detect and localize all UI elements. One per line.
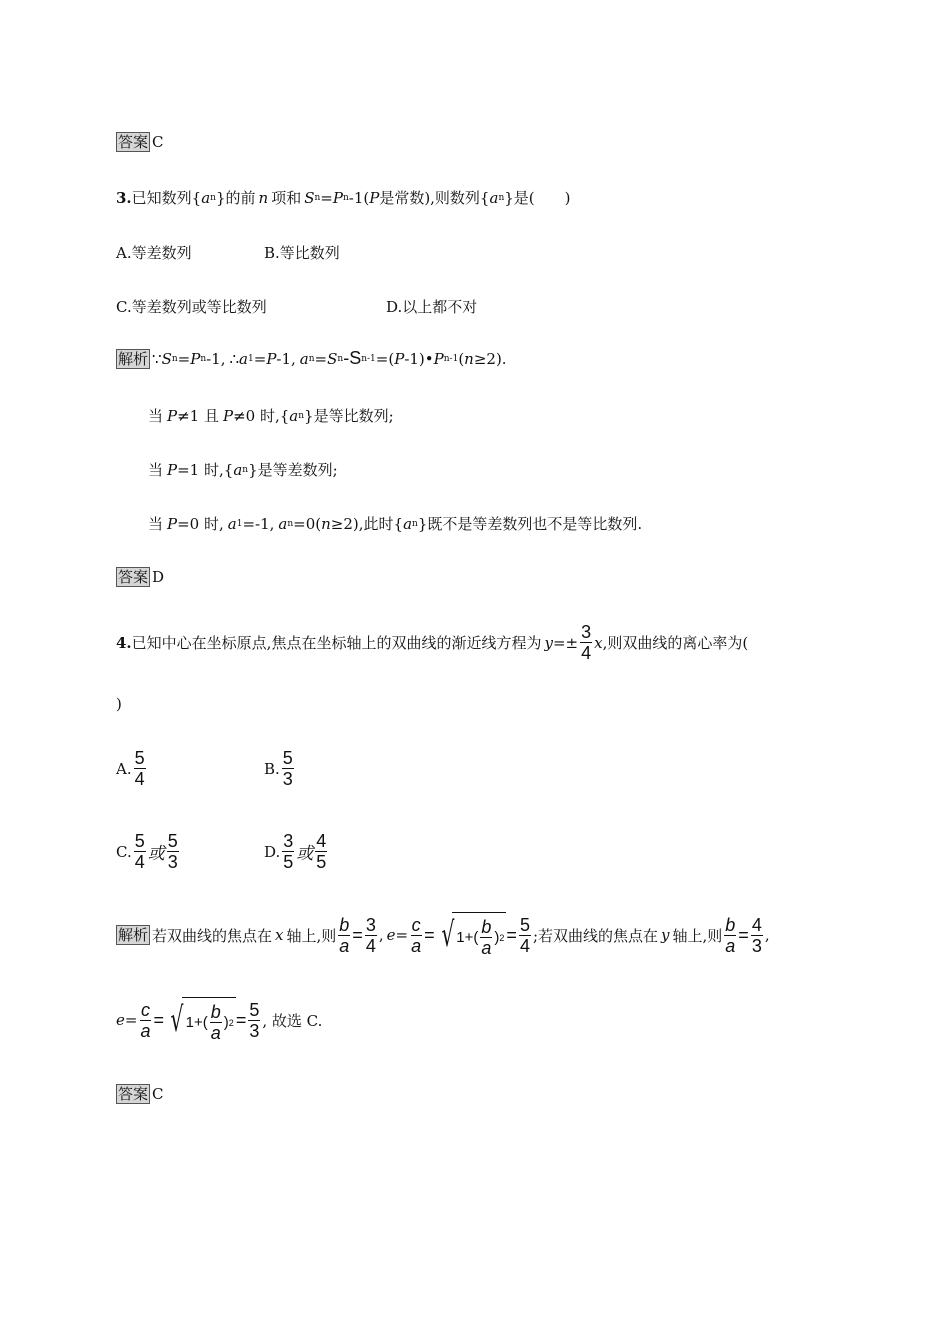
eq: =: [153, 1009, 164, 1030]
denominator: 4: [519, 935, 530, 956]
text: , 故选 C.: [262, 1011, 323, 1030]
because-symbol: ∵: [152, 349, 162, 368]
analysis-label: 解析: [118, 349, 149, 368]
numerator: 4: [316, 831, 327, 851]
eq: =: [177, 349, 191, 368]
var-S: S: [304, 188, 315, 207]
option-row: [116, 831, 329, 872]
var-a: a: [233, 460, 243, 479]
option-d: D.以上都不对: [386, 298, 478, 316]
denominator: a: [339, 935, 350, 956]
denominator: a: [411, 935, 422, 956]
eq: =: [395, 926, 409, 944]
numerator: c: [140, 999, 150, 1020]
numerator: 3: [581, 622, 592, 642]
sub-n: n: [287, 518, 294, 529]
denominator: 4: [134, 852, 145, 872]
var-n: n: [321, 514, 331, 533]
numerator: b: [725, 914, 736, 935]
solution-3-line-3: [148, 459, 338, 480]
numerator: 5: [282, 748, 293, 768]
text: 当: [148, 461, 164, 479]
sub-n: n: [210, 192, 216, 203]
text: =1 时,{: [177, 461, 234, 479]
fraction-4-3: [751, 915, 763, 956]
denominator: 3: [249, 1020, 260, 1041]
var-P: P: [167, 460, 178, 479]
square-root: [437, 912, 507, 958]
fraction-5-3: [167, 831, 179, 872]
sub-n: n: [314, 192, 321, 203]
var-e: e: [116, 1011, 125, 1029]
solution-3-line-4: [148, 513, 642, 534]
q4-text: 已知中心在坐标原点,焦点在坐标轴上的双曲线的渐近线方程为: [131, 634, 542, 652]
eq: =: [352, 924, 363, 945]
text: 轴上,则: [672, 926, 723, 945]
fraction-c-a: [139, 1000, 151, 1041]
denominator: 3: [167, 852, 178, 872]
denominator: a: [140, 1020, 151, 1041]
var-x: x: [275, 926, 284, 944]
answer-row-1: [116, 132, 164, 152]
denominator: 3: [751, 935, 762, 956]
var-a: a: [403, 514, 413, 533]
sup-n: n: [200, 353, 207, 364]
var-y: y: [544, 633, 553, 652]
sup-n: n: [342, 192, 349, 203]
var-a: a: [289, 406, 299, 425]
q3-text: 项和: [271, 189, 302, 207]
var-P: P: [369, 188, 380, 207]
fraction-5-4: [519, 915, 531, 956]
text: 当: [148, 515, 164, 533]
eq: =: [314, 349, 328, 368]
eq: =: [235, 1009, 247, 1030]
var-P: P: [190, 349, 201, 368]
text: =0(: [293, 514, 322, 533]
text: 1+(: [185, 1014, 208, 1031]
sub-n: n: [412, 518, 418, 529]
q3-text: -1(: [348, 188, 370, 207]
answer-value: D: [152, 568, 165, 586]
fraction-b-a: [724, 915, 736, 956]
option-letter: C.: [116, 842, 132, 861]
sub-n: n: [337, 353, 344, 364]
text: ≠0 时,{: [233, 407, 290, 425]
text: ≠1 且: [177, 407, 219, 425]
eq: =: [253, 349, 267, 368]
numerator: 5: [249, 999, 260, 1020]
text: ): [494, 929, 500, 946]
text: }是等差数列;: [248, 461, 338, 479]
denominator: a: [725, 935, 736, 956]
option-row: [116, 748, 296, 789]
answer-label: 答案: [118, 133, 149, 151]
question-4-close: [116, 695, 122, 713]
square-root: [166, 997, 236, 1043]
denominator: 5: [316, 852, 327, 872]
q3-text: 是常数),则数列{: [379, 189, 490, 207]
q3-text: }是( ): [504, 189, 571, 207]
q3-text: }的前: [215, 189, 256, 207]
sub-n: n: [498, 192, 505, 203]
var-x: x: [594, 633, 603, 652]
var-n: n: [464, 349, 474, 368]
answer-row-4: [116, 1084, 164, 1104]
comma: ,: [378, 926, 384, 944]
var-S-big: S: [349, 348, 362, 368]
numerator: 5: [134, 748, 145, 768]
text: 当: [148, 407, 164, 425]
numerator: 5: [167, 831, 178, 851]
q4-text: ,则双曲线的离心率为(: [602, 634, 749, 652]
therefore-symbol: ∴: [229, 349, 240, 368]
text: ;若双曲线的焦点在: [532, 926, 659, 945]
answer-value: C: [152, 1085, 164, 1103]
or-text: 或: [147, 844, 165, 864]
option-row: [116, 296, 477, 317]
analysis-label: 解析: [118, 926, 149, 944]
plus-minus: =±: [552, 633, 579, 652]
answer-label: 答案: [118, 568, 149, 586]
var-S: S: [327, 349, 338, 368]
dot: •: [424, 349, 434, 368]
option-b: B.等比数列: [264, 244, 340, 262]
var-P: P: [433, 349, 444, 368]
option-letter: B.: [264, 759, 280, 778]
text: 1+(: [456, 929, 479, 946]
var-e: e: [386, 926, 396, 944]
var-y: y: [661, 926, 670, 944]
sub-n: n: [242, 464, 249, 475]
option-letter: A.: [116, 759, 132, 778]
fraction-b-a: [480, 917, 492, 958]
question-number: 4.: [116, 633, 132, 652]
denominator: 3: [282, 769, 293, 789]
text: 轴上,则: [286, 926, 337, 945]
fraction-3-4: [580, 622, 592, 663]
radical-icon: √: [170, 1000, 184, 1040]
fraction-b-a: [338, 915, 350, 956]
fraction-5-4: [134, 748, 146, 789]
fraction-3-4: [365, 915, 377, 956]
eq: =: [320, 188, 333, 207]
answer-value: C: [152, 133, 164, 151]
text: -1): [404, 349, 425, 368]
sub-n: n: [171, 353, 178, 364]
numerator: 4: [751, 914, 762, 935]
denominator: a: [481, 938, 492, 958]
question-4: [116, 622, 748, 663]
numerator: b: [210, 1002, 221, 1022]
radical-icon: √: [440, 915, 454, 955]
numerator: 3: [283, 831, 294, 851]
var-P: P: [332, 188, 343, 207]
denominator: a: [210, 1023, 221, 1043]
eq: =: [424, 924, 435, 945]
text: =-1,: [242, 514, 275, 533]
var-P: P: [394, 349, 405, 368]
fraction-4-5: [315, 831, 327, 872]
numerator: b: [481, 917, 492, 937]
minus: -: [343, 348, 350, 368]
option-letter: D.: [264, 842, 281, 861]
question-number: 3.: [116, 188, 132, 207]
option-b: [264, 748, 296, 789]
numerator: 3: [365, 914, 376, 935]
solution-3-line-2: [148, 405, 394, 426]
sub-n: n: [308, 353, 315, 364]
text: =0 时,: [177, 515, 224, 533]
sub-1: 1: [248, 353, 254, 364]
denominator: 4: [581, 643, 592, 663]
var-a: a: [299, 349, 309, 368]
denominator: 4: [134, 769, 145, 789]
sup-2: 2: [228, 1017, 234, 1028]
option-d: [264, 831, 329, 872]
eq: =: [124, 1011, 138, 1029]
q3-text: 已知数列{: [131, 189, 202, 207]
fraction-5-3: [282, 748, 294, 789]
answer-row-3: [116, 567, 164, 587]
text: ≥2),此时{: [330, 515, 404, 533]
var-P: P: [223, 406, 234, 425]
text: -1,: [276, 349, 296, 368]
fraction-5-4: [134, 831, 146, 872]
answer-label: 答案: [118, 1085, 149, 1103]
question-3: [116, 187, 570, 208]
radicand: [452, 912, 506, 958]
denominator: 4: [365, 935, 376, 956]
numerator: 5: [134, 831, 145, 851]
option-c: [116, 831, 264, 872]
var-n: n: [258, 188, 269, 207]
radicand: [182, 997, 236, 1043]
text: ): [223, 1014, 229, 1031]
var-a: a: [278, 514, 288, 533]
comma: ,: [764, 926, 770, 944]
eq: =: [738, 924, 749, 945]
denominator: 5: [283, 852, 294, 872]
text: =(: [375, 349, 395, 368]
var-a: a: [227, 514, 237, 533]
numerator: b: [339, 914, 350, 935]
var-a: a: [239, 349, 248, 368]
var-P: P: [266, 349, 277, 368]
var-a: a: [201, 188, 211, 207]
option-a: [116, 748, 264, 789]
solution-4-line-2: [116, 997, 322, 1043]
text: ≥2).: [473, 349, 507, 368]
sub-n: n: [298, 410, 305, 421]
text: (: [458, 349, 465, 368]
numerator: 5: [519, 914, 530, 935]
text: -1,: [206, 349, 226, 368]
sub-1: 1: [236, 518, 243, 529]
sup-2: 2: [499, 932, 505, 943]
text: }是等比数列;: [304, 407, 394, 425]
var-P: P: [167, 514, 178, 533]
fraction-3-5: [282, 831, 294, 872]
fraction-b-a: [210, 1002, 222, 1043]
fraction-5-3: [248, 1000, 260, 1041]
eq: =: [506, 924, 517, 945]
var-P: P: [167, 406, 178, 425]
option-c: C.等差数列或等比数列: [116, 298, 267, 316]
var-S: S: [161, 349, 172, 368]
solution-4-line-1: [116, 912, 770, 958]
fraction-c-a: [410, 915, 422, 956]
option-a: A.等差数列: [116, 244, 192, 262]
var-a: a: [489, 188, 499, 207]
text: 若双曲线的焦点在: [152, 926, 273, 945]
option-row: [116, 242, 340, 263]
or-text: 或: [296, 844, 314, 864]
sub-n-1: n-1: [361, 353, 376, 364]
text: }既不是等差数列也不是等比数列.: [417, 515, 643, 533]
numerator: c: [411, 914, 421, 935]
sup-n-1: n-1: [443, 353, 459, 364]
close-paren: ): [116, 695, 122, 713]
solution-3-line-1: [116, 348, 507, 369]
